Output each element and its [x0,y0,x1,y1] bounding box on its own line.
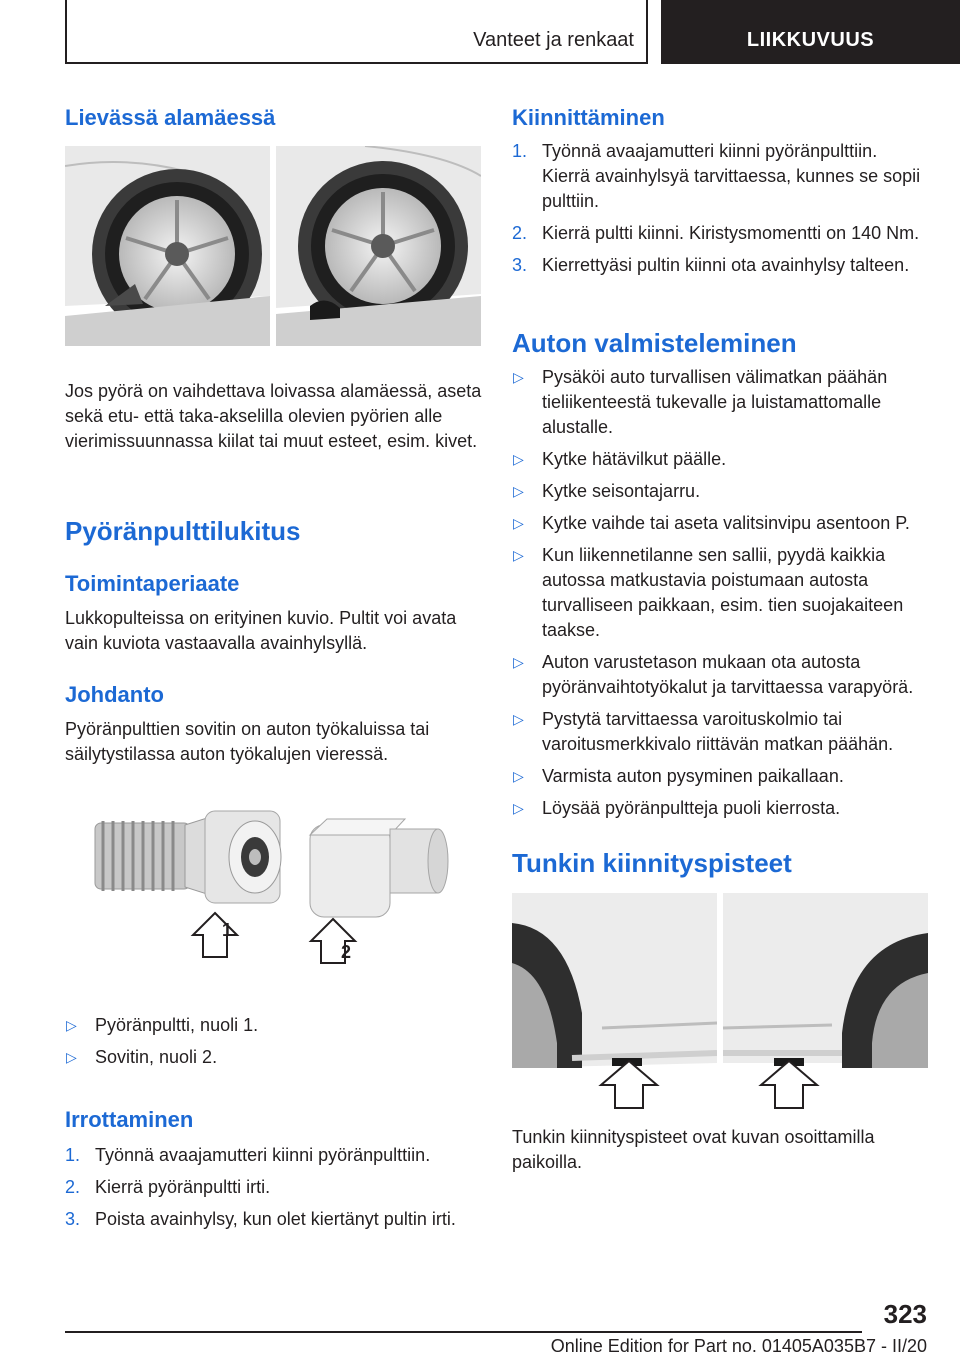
chapter-title: Vanteet ja renkaat [473,29,634,51]
triangle-right-icon: ▷ [513,711,524,727]
intro-text: Pyöränpulttien sovitin on auton työkaluissa tai säilytystilassa auton työkalujen vieressä. [65,719,430,764]
section-tab-label: LIIKKUVUUS [746,29,875,51]
heading-wheel-lock: Pyöränpulttilukitus [65,516,301,546]
list-item: 1. Työnnä avaajamutteri kiinni pyöränpulttiin. [65,1145,431,1165]
heading-jack-points: Tunkin kiinnityspisteet [512,848,792,878]
triangle-right-icon: ▷ [513,768,524,784]
footer-divider [65,1331,862,1333]
list-item: ▷ Kytke vaihde tai aseta valitsinvipu asentoon P. [512,511,930,536]
list-item: ▷ Varmista auton pysyminen paikallaan. [512,764,930,789]
arrow-label-2: 2 [341,942,352,962]
list-item: 2. Kierrä pultti kiinni. Kiristysmomentti on 140 Nm. [512,223,920,243]
list-item: ▷ Sovitin, nuoli 2. [65,1045,483,1070]
triangle-right-icon: ▷ [513,800,524,816]
list-item: 3. Poista avainhylsy, kun olet kiertänyt pultin irti. [65,1209,456,1229]
list-item: ▷ Pysäköi auto turvallisen välimatkan päähän tieliikenteestä tukevalle ja luistamattomalle alustalle. [513,367,888,437]
car-slope-illustration [65,146,481,346]
removal-steps [65,1143,483,1239]
list-item: ▷ Auton varustetason mukaan ota autosta pyöränvaihtotyökalut ja tarvittaessa varapyörä. [513,652,914,697]
bolt-legend-list [65,1013,483,1077]
list-item: ▷ Kytke seisontajarru. [512,479,930,504]
preparation-list [512,365,930,828]
fastening-steps [512,139,930,285]
list-item: ▷ Pystytä tarvittaessa varoituskolmio tai varoitusmerkkivalo riittävän matkan päähän. [513,709,894,754]
figure-jack-points [512,893,928,1111]
triangle-right-icon: ▷ [513,483,524,499]
triangle-right-icon: ▷ [66,1049,77,1065]
list-item: 3. Kierrettyäsi pultin kiinni ota avainhylsy talteen. [512,255,910,275]
list-item: ▷ Kytke hätävilkut päälle. [512,447,930,472]
heading-preparation: Auton valmisteleminen [512,328,797,358]
jack-points-illustration [512,893,928,1111]
header-frame [65,0,648,64]
bolt-adapter-illustration [65,795,481,985]
heading-intro: Johdanto [65,682,164,707]
list-item: 1. Työnnä avaajamutteri kiinni pyöränpulttiin. Kierrä avainhylsyä tarvittaessa, kunnes se sopii pulttiin. [512,141,921,211]
principle-text: Lukkopulteissa on erityinen kuvio. Pultit voi avata vain kuviota vastaavalla avainhylsyllä. [65,608,457,653]
triangle-right-icon: ▷ [66,1017,77,1033]
page-header [65,0,960,66]
list-item: ▷ Löysää pyöränpultteja puoli kierrosta. [512,796,930,821]
triangle-right-icon: ▷ [513,515,524,531]
footer-edition: Online Edition for Part no. 01405A035B7 - II/20 [550,1336,927,1356]
heading-slope: Lievässä alamäessä [65,105,276,130]
heading-removal: Irrottaminen [65,1107,194,1132]
slope-text: Jos pyörä on vaihdettava loivassa alamäessä, aseta sekä etu- että taka-akselilla olevien pyörien alle vierimissuunnassa kiilat tai muut esteet, esim. kivet. [65,381,482,451]
figure-lock-bolt-adapter [65,795,481,985]
heading-principle: Toimintaperiaate [65,571,240,596]
page-number: 323 [883,1299,927,1329]
list-item: ▷ Kun liikennetilanne sen sallii, pyydä kaikkia autossa matkustavia poistumaan autosta turvalliseen paikkaan, esim. tien suojakaiteen taakse. [513,545,904,640]
jack-text: Tunkin kiinnityspisteet ovat kuvan osoittamilla paikoilla. [512,1127,875,1172]
triangle-right-icon: ▷ [513,369,524,385]
heading-fastening: Kiinnittäminen [512,105,665,130]
arrow-label-1: 1 [222,920,233,940]
triangle-right-icon: ▷ [513,654,524,670]
list-item: 2. Kierrä pyöränpultti irti. [65,1177,271,1197]
triangle-right-icon: ▷ [513,547,524,563]
triangle-right-icon: ▷ [513,451,524,467]
figure-car-on-slope [65,146,481,346]
list-item: ▷ Pyöränpultti, nuoli 1. [65,1013,483,1038]
section-tab[interactable] [661,0,960,64]
